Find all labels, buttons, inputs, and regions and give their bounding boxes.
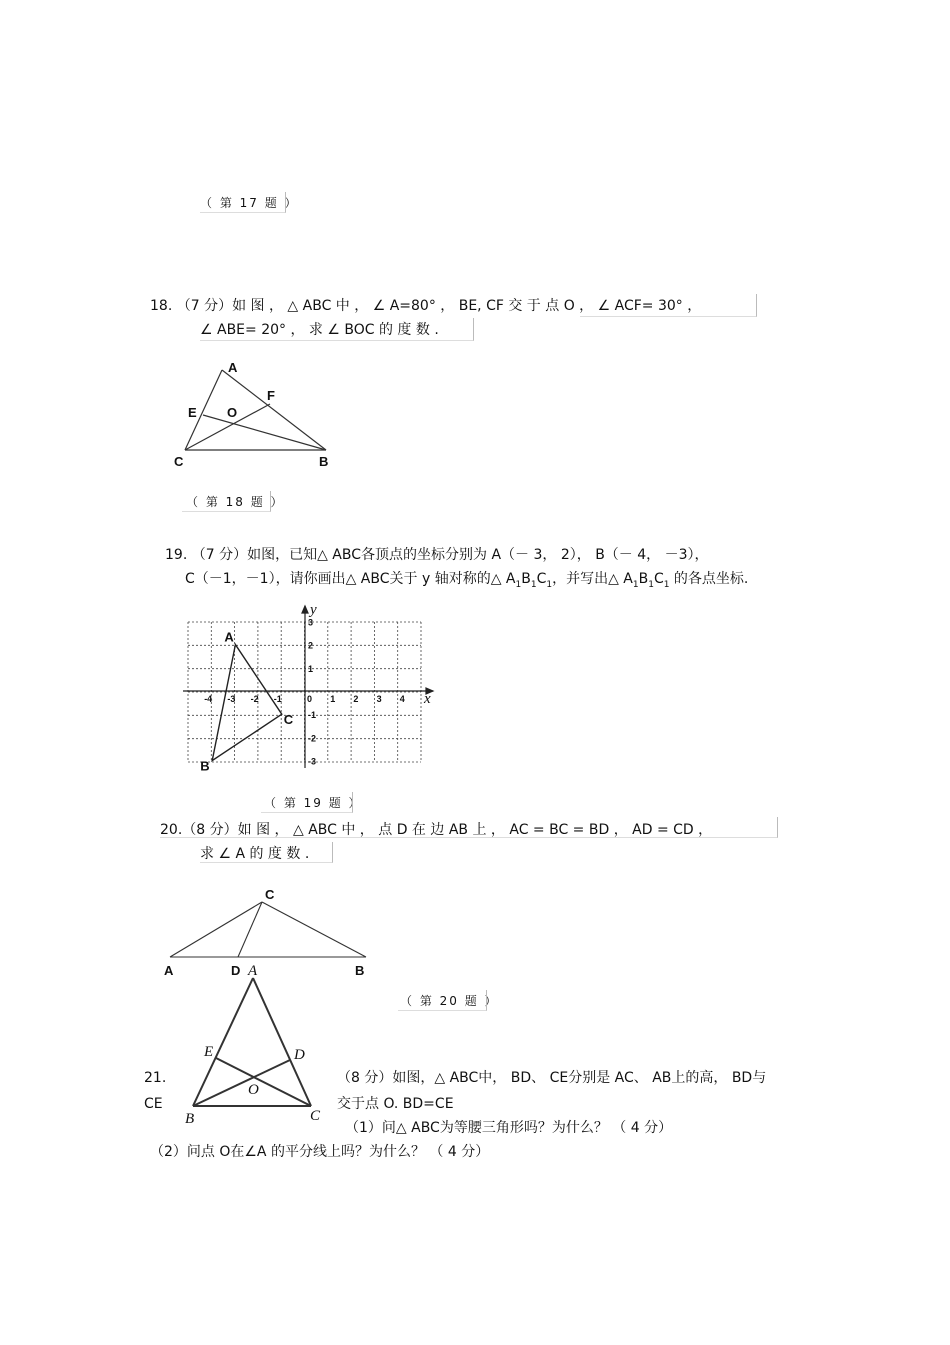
q19-line2: C（－1，－1），请你画出△ ABC关于 y 轴对称的△ $A_1B_1C_1$，并写出△ $A_1B_1C_1$ 的各点坐标. <box>185 571 749 590</box>
q19-x-tick: -3 <box>227 694 236 704</box>
q19-x-tick: 1 <box>330 694 336 704</box>
q17-caption: （ 第 17 题 ） <box>200 196 299 210</box>
q21-label-a: A <box>248 963 258 979</box>
q21-label-b: B <box>185 1111 195 1127</box>
q19-x-tick: 0 <box>307 694 313 704</box>
q20-label-a: A <box>164 963 174 978</box>
q18-caption: （ 第 18 题 ） <box>186 495 285 509</box>
q19-y-tick: -1 <box>308 710 317 721</box>
q21-line1: （8 分）如图，△ ABC中， BD、 CE分别是 AC、 AB上的高， BD与 <box>337 1070 767 1086</box>
q19-y-axis-label: y <box>310 602 317 618</box>
q19-label-a: A <box>224 629 234 645</box>
q18-line2: ∠ ABE= 20° ， 求 ∠ BOC 的 度 数 . <box>200 322 439 338</box>
q21-segment-ce <box>216 1058 311 1106</box>
q20-label-c: C <box>265 887 275 902</box>
q21-part1: （1）问△ ABC为等腰三角形吗？为什么？ （ 4 分） <box>345 1120 673 1136</box>
q20-label-d: D <box>231 963 241 978</box>
q21-label-c: C <box>310 1108 321 1124</box>
q19-y-tick: -3 <box>308 756 317 767</box>
q21-label-e: E <box>204 1044 214 1060</box>
q19-x-tick: 2 <box>353 694 359 704</box>
q21-label-d: D <box>294 1047 305 1063</box>
q19-x-axis-label: x <box>424 691 431 707</box>
q19-x-tick: -2 <box>250 694 259 704</box>
q19-x-tick: -4 <box>204 694 213 704</box>
q19-x-tick: 4 <box>399 694 405 704</box>
q21-segment-bd <box>193 1060 290 1106</box>
q20-label-b: B <box>355 963 365 978</box>
q19-x-tick: -1 <box>273 694 282 704</box>
q21-side-ab <box>193 978 253 1106</box>
q18-label-e: E <box>188 405 197 420</box>
q18-line1: 18. （7 分）如 图 ， △ ABC 中 ， ∠ A=80° ， BE, CF 交 于 点 O ， ∠ ACF= 30° ， <box>150 298 702 314</box>
q19-line1: 19. （7 分）如图，已知△ ABC各顶点的坐标分别为 A（－ 3， 2）， B（－ 4， －3）， <box>165 547 709 563</box>
q19-caption: （ 第 19 题 ） <box>264 796 363 810</box>
q19-y-tick: 2 <box>308 640 314 651</box>
q19-x-tick: 3 <box>376 694 382 704</box>
q21-label-o: O <box>248 1082 259 1098</box>
q18-label-f: F <box>267 388 275 403</box>
q19-y-tick: -2 <box>308 733 317 744</box>
q20-caption: （ 第 20 题 ） <box>400 994 499 1008</box>
q20-line1: 20.（8 分）如 图 ， △ ABC 中 ， 点 D 在 边 AB 上 ， AC = BC = BD ， AD = CD ， <box>160 822 713 838</box>
q21-number: 21. <box>144 1070 167 1086</box>
q18-label-o: O <box>227 405 238 420</box>
q19-y-tick: 3 <box>308 617 314 628</box>
q20-line2: 求 ∠ A 的 度 数 . <box>200 846 310 862</box>
q18-label-b: B <box>319 454 329 469</box>
q19-label-b: B <box>200 758 210 774</box>
q21-line2: 交于点 O. BD=CE <box>337 1096 454 1112</box>
q19-y-tick: 1 <box>308 663 314 674</box>
q18-label-a: A <box>228 360 238 375</box>
q21-ce-left: CE <box>144 1096 163 1112</box>
q21-side-ac <box>253 978 311 1106</box>
q21-part2: （2）问点 O在∠A 的平分线上吗？为什么？ （ 4 分） <box>150 1144 490 1160</box>
q18-label-c: C <box>174 454 184 469</box>
q19-label-c: C <box>283 712 294 728</box>
